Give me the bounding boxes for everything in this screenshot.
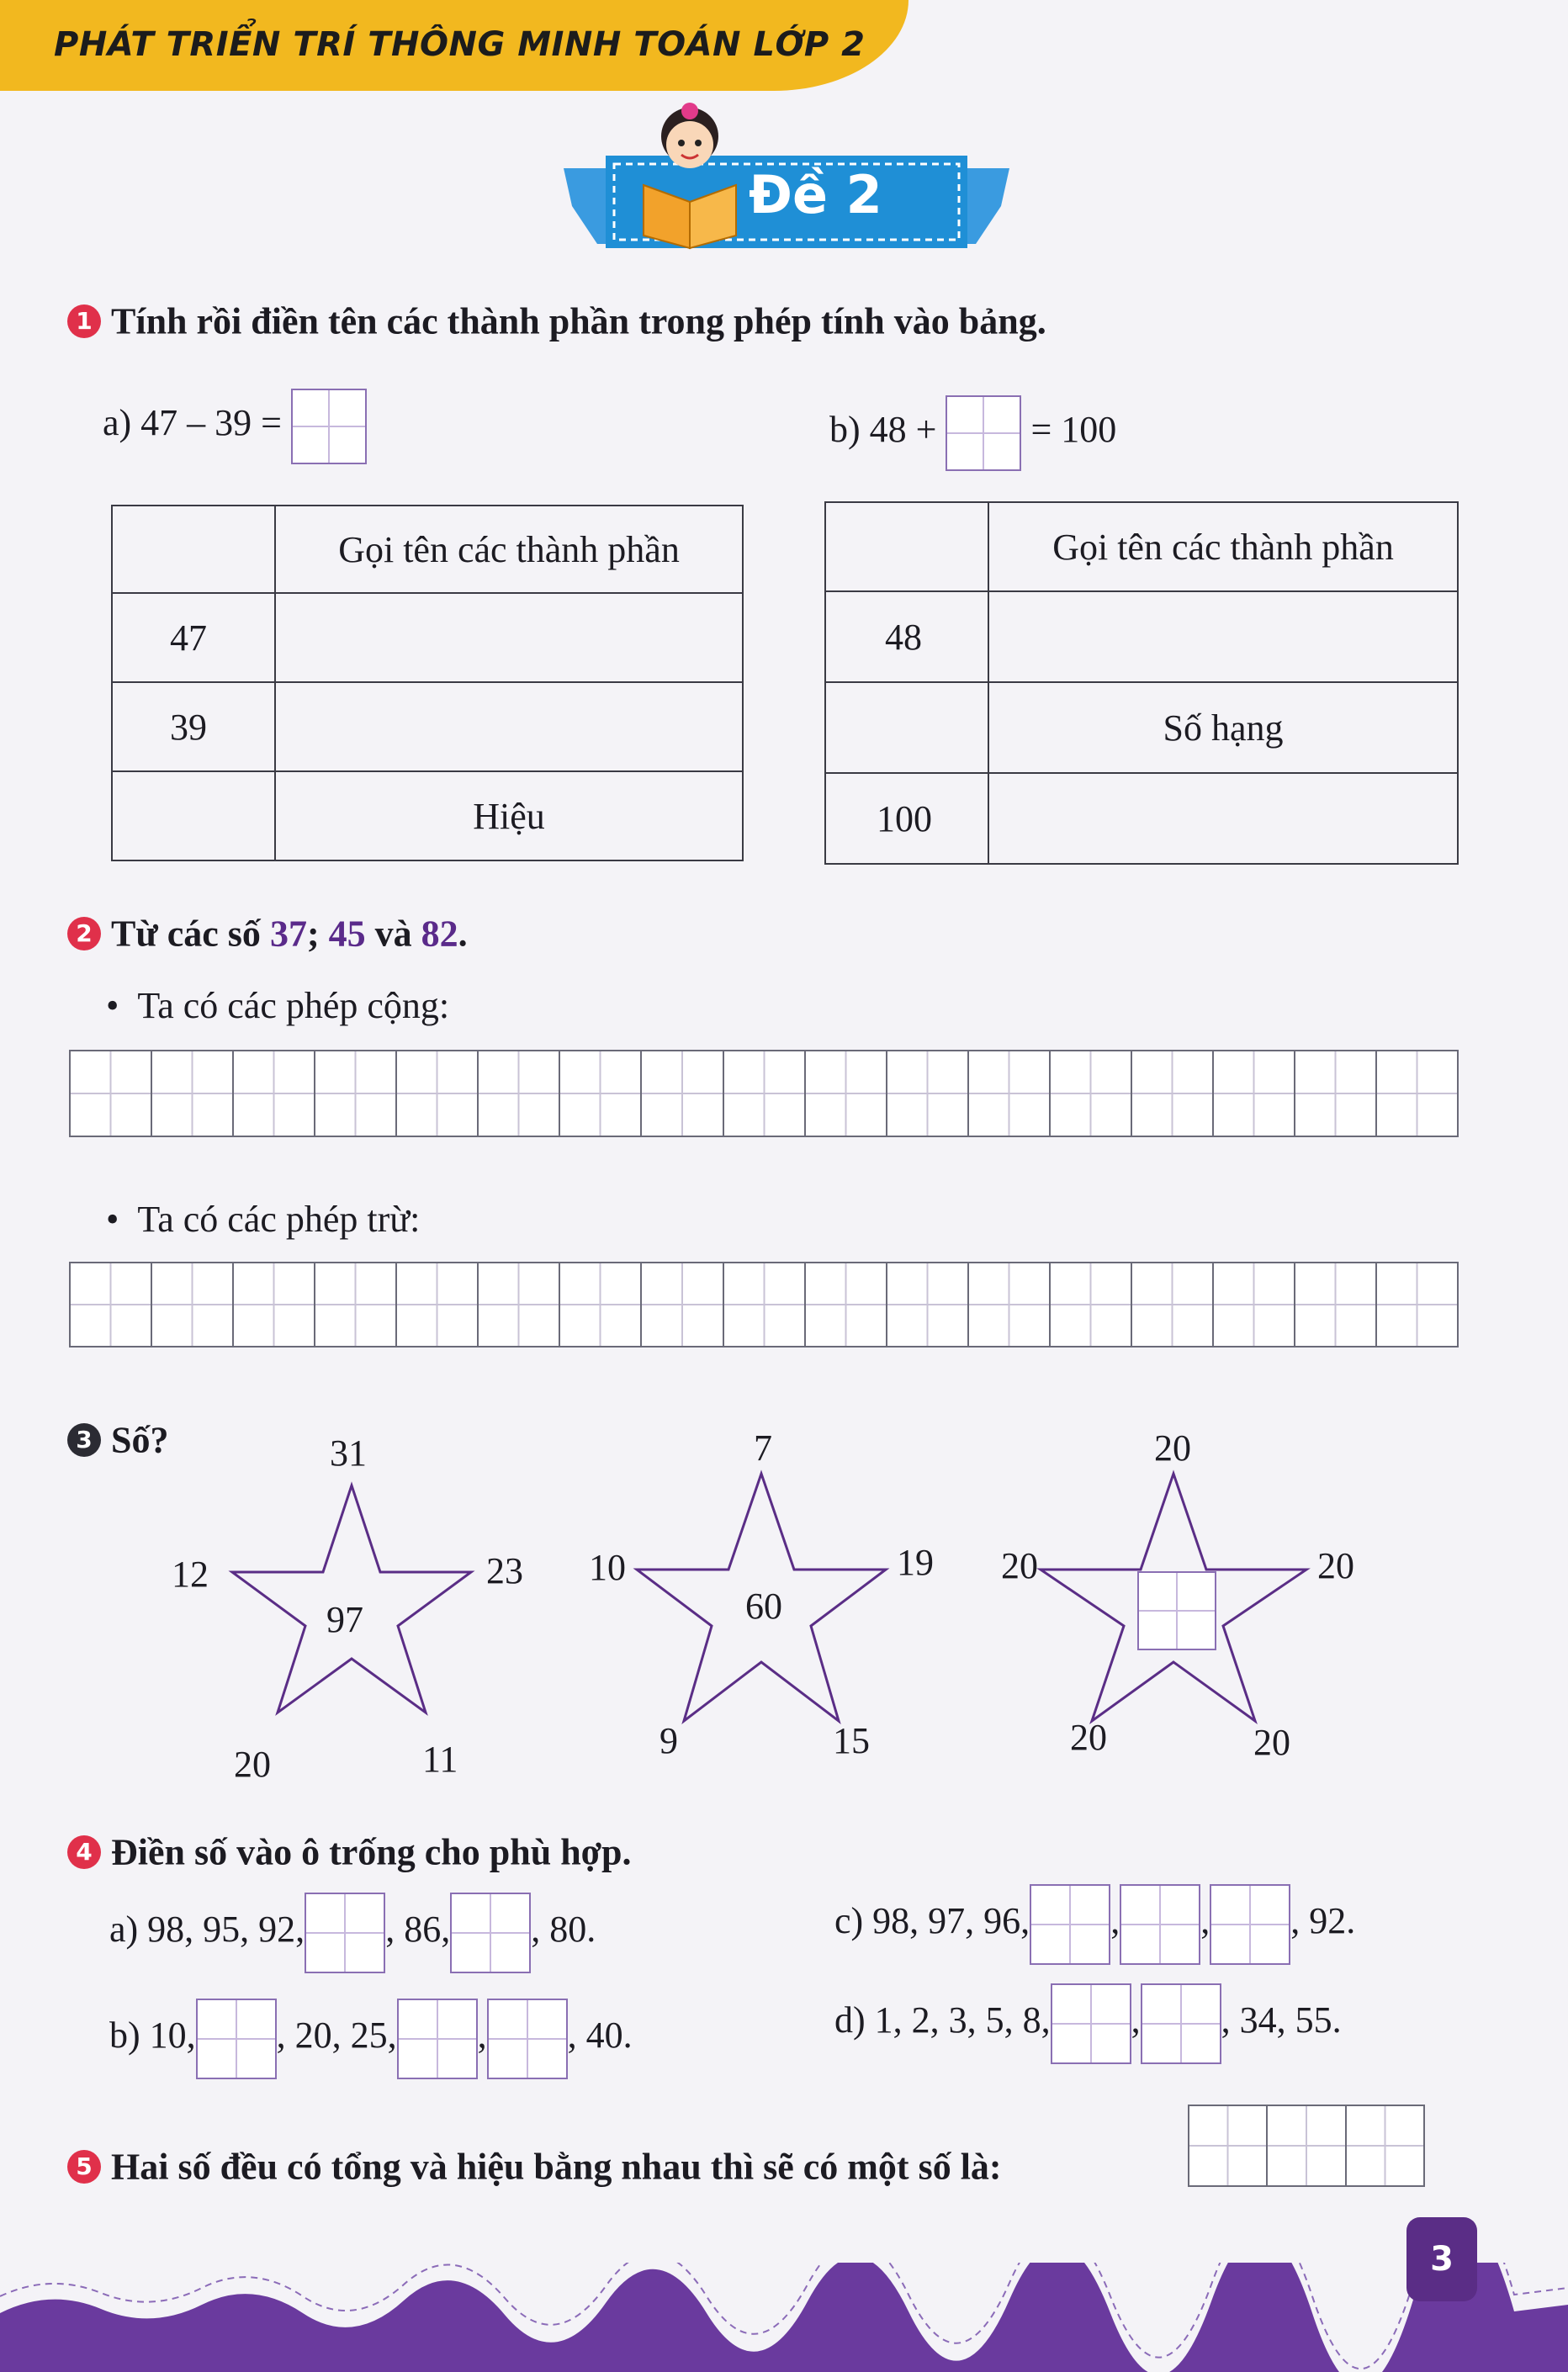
q2-number-45: 45	[328, 913, 366, 955]
grid-cell[interactable]	[1347, 2106, 1423, 2185]
q4-number-badge: 4	[67, 1835, 101, 1869]
star1-bottom-right: 11	[422, 1739, 458, 1780]
star2-bottom-left: 9	[660, 1720, 678, 1761]
q4-a-blank-1[interactable]	[305, 1893, 385, 1973]
q4-row-d: d) 1, 2, 3, 5, 8, , , 34, 55.	[834, 1983, 1342, 2064]
grid-cell[interactable]	[1268, 2106, 1346, 2185]
star1-right: 23	[486, 1550, 523, 1591]
q4-c-blank-3[interactable]	[1210, 1884, 1290, 1965]
grid-cell[interactable]	[887, 1263, 969, 1346]
q1-table-a	[111, 505, 744, 861]
star3-center-box[interactable]	[1137, 1571, 1216, 1650]
header-title: PHÁT TRIỂN TRÍ THÔNG MINH TOÁN LỚP 2	[54, 25, 866, 64]
q4-c-blank-2[interactable]	[1120, 1884, 1200, 1965]
q1-number-badge: 1	[67, 304, 101, 338]
grid-cell[interactable]	[1295, 1263, 1377, 1346]
q4-c-blank-1[interactable]	[1030, 1884, 1110, 1965]
grid-cell[interactable]	[560, 1263, 642, 1346]
q1-a-answer-box[interactable]	[291, 389, 367, 464]
grid-cell[interactable]	[969, 1051, 1051, 1136]
q2-add-label: • Ta có các phép cộng:	[106, 985, 450, 1026]
star2-bottom-right: 15	[833, 1720, 870, 1761]
grid-cell[interactable]	[1214, 1263, 1295, 1346]
q1-table-b-name-cell[interactable]	[988, 591, 1458, 682]
q1-expr-b: b) 48 + = 100	[829, 395, 1116, 471]
q4-b-blank-3[interactable]	[487, 1999, 568, 2079]
q1-table-b-header: Gọi tên các thành phần	[988, 502, 1458, 591]
grid-cell[interactable]	[1295, 1051, 1377, 1136]
grid-cell[interactable]	[71, 1263, 152, 1346]
q4-d-blank-2[interactable]	[1141, 1983, 1221, 2064]
q1-table-a-value: 39	[112, 682, 275, 771]
q5-answer-box[interactable]	[1188, 2105, 1425, 2187]
grid-cell[interactable]	[642, 1051, 723, 1136]
q1-table-b-value: 48	[825, 591, 988, 682]
bullet-icon: •	[106, 985, 119, 1026]
q1-table-a-name: Hiệu	[275, 771, 743, 860]
star1-left: 12	[172, 1554, 209, 1595]
q2-add-answer-strip[interactable]	[69, 1050, 1459, 1137]
grid-cell[interactable]	[1051, 1263, 1132, 1346]
q1-table-b-value: 100	[825, 773, 988, 864]
star3-left: 20	[1001, 1545, 1038, 1586]
q2-sub-label: • Ta có các phép trừ:	[106, 1199, 421, 1240]
grid-cell[interactable]	[315, 1051, 397, 1136]
grid-cell[interactable]	[234, 1263, 315, 1346]
q1-expr-a: a) 47 – 39 =	[103, 389, 367, 464]
q3-number-badge: 3	[67, 1423, 101, 1457]
grid-cell[interactable]	[1132, 1051, 1214, 1136]
page-number: 3	[1406, 2217, 1477, 2301]
q1-table-a-value: 47	[112, 593, 275, 682]
grid-cell[interactable]	[560, 1051, 642, 1136]
banner-title: Đề 2	[749, 164, 882, 225]
q1-title-text: Tính rồi điền tên các thành phần trong phép tính vào bảng.	[111, 300, 1046, 342]
star3-bottom-right: 20	[1253, 1722, 1290, 1763]
grid-cell[interactable]	[152, 1263, 234, 1346]
q3-stars	[0, 1413, 1568, 1800]
q1-b-answer-box[interactable]	[946, 395, 1021, 471]
grid-cell[interactable]	[315, 1263, 397, 1346]
q1-table-b	[824, 501, 1459, 865]
q5-title: 5 Hai số đều có tổng và hiệu bằng nhau thì sẽ có một số là:	[67, 2142, 1002, 2188]
q1-table-a-name-cell[interactable]	[275, 682, 743, 771]
bullet-icon: •	[106, 1199, 119, 1240]
q4-row-b: b) 10, , 20, 25, , , 40.	[109, 1999, 633, 2079]
q1-table-b-value-cell[interactable]	[825, 682, 988, 773]
star1-center: 97	[326, 1599, 363, 1640]
grid-cell[interactable]	[642, 1263, 723, 1346]
q4-b-blank-1[interactable]	[196, 1999, 277, 2079]
grid-cell[interactable]	[1214, 1051, 1295, 1136]
q1-table-a-header: Gọi tên các thành phần	[275, 506, 743, 593]
grid-cell[interactable]	[71, 1051, 152, 1136]
star2-center: 60	[745, 1586, 782, 1627]
grid-cell[interactable]	[1189, 2106, 1268, 2185]
grid-cell[interactable]	[1051, 1051, 1132, 1136]
grid-cell[interactable]	[969, 1263, 1051, 1346]
q1-table-b-name-cell[interactable]	[988, 773, 1458, 864]
grid-cell[interactable]	[1132, 1263, 1214, 1346]
q4-b-blank-2[interactable]	[397, 1999, 478, 2079]
q1-table-a-value-cell[interactable]	[112, 771, 275, 860]
q1-table-b-corner	[825, 502, 988, 591]
q5-number-badge: 5	[67, 2150, 101, 2184]
grid-cell[interactable]	[479, 1263, 560, 1346]
grid-cell[interactable]	[806, 1051, 887, 1136]
q1-table-b-name: Số hạng	[988, 682, 1458, 773]
q1-table-a-name-cell[interactable]	[275, 593, 743, 682]
q2-title: 2 Từ các số 37; 45 và 82.	[67, 908, 468, 955]
star3-top: 20	[1154, 1427, 1191, 1469]
grid-cell[interactable]	[1377, 1051, 1457, 1136]
q1-title	[67, 296, 1046, 342]
grid-cell[interactable]	[234, 1051, 315, 1136]
q2-sub-answer-strip[interactable]	[69, 1262, 1459, 1347]
grid-cell[interactable]	[397, 1051, 479, 1136]
grid-cell[interactable]	[479, 1051, 560, 1136]
grid-cell[interactable]	[806, 1263, 887, 1346]
star2-right: 19	[897, 1542, 934, 1583]
q2-number-badge: 2	[67, 917, 101, 950]
q4-d-blank-1[interactable]	[1051, 1983, 1131, 2064]
star2-top: 7	[754, 1427, 772, 1469]
grid-cell[interactable]	[724, 1051, 806, 1136]
q4-row-c: c) 98, 97, 96, , , , 92.	[834, 1884, 1355, 1965]
q1-table-a-corner	[112, 506, 275, 593]
grid-cell[interactable]	[152, 1051, 234, 1136]
q4-title: 4 Điền số vào ô trống cho phù hợp.	[67, 1827, 632, 1873]
star1-bottom-left: 20	[234, 1744, 271, 1785]
star2-left: 10	[589, 1547, 626, 1588]
star3-right: 20	[1317, 1545, 1354, 1586]
grid-cell[interactable]	[397, 1263, 479, 1346]
q4-row-a: a) 98, 95, 92, , 86, , 80.	[109, 1893, 596, 1973]
bottom-wave-decoration	[0, 2263, 1568, 2372]
q2-number-82: 82	[421, 913, 458, 955]
q2-number-37: 37	[269, 913, 307, 955]
grid-cell[interactable]	[1377, 1263, 1457, 1346]
grid-cell[interactable]	[887, 1051, 969, 1136]
star1-top: 31	[330, 1432, 367, 1474]
star3-bottom-left: 20	[1070, 1717, 1107, 1758]
q3-title: 3 Số?	[67, 1415, 168, 1461]
q4-a-blank-2[interactable]	[450, 1893, 531, 1973]
grid-cell[interactable]	[724, 1263, 806, 1346]
